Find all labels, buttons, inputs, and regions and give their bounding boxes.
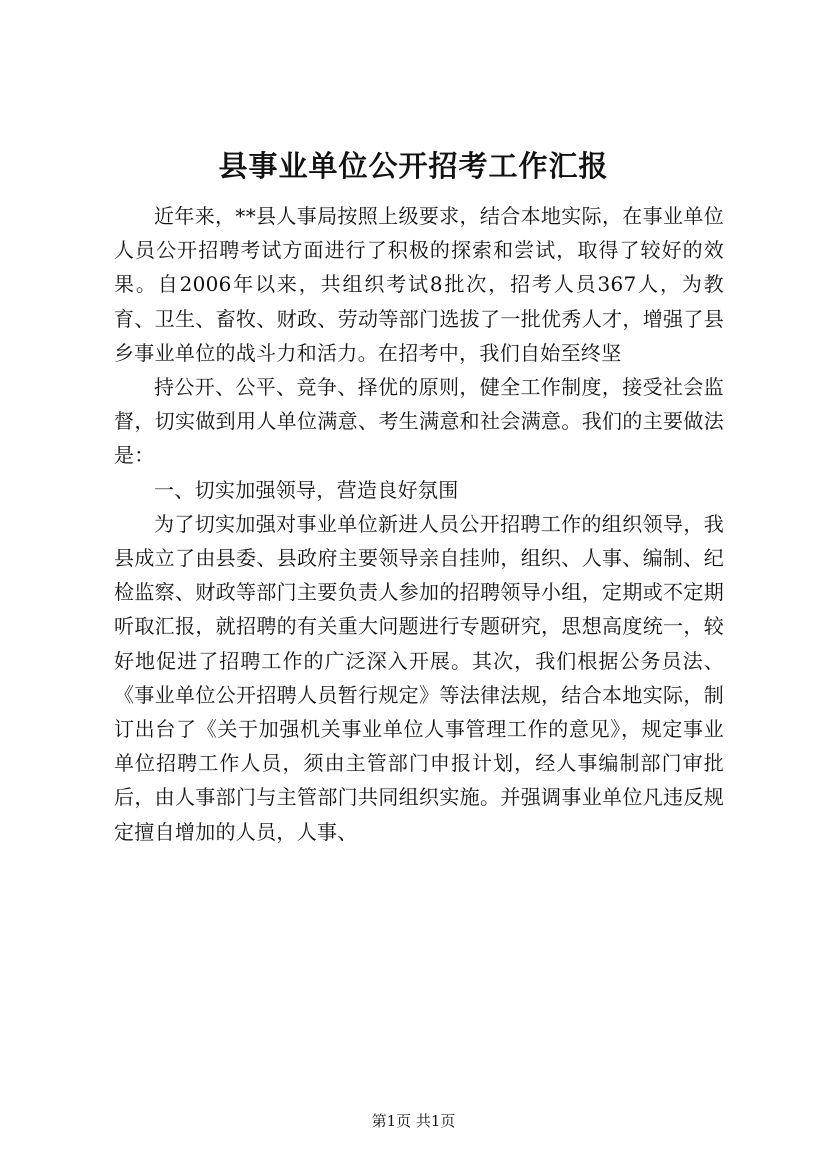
paragraph-intro: 近年来，**县人事局按照上级要求，结合本地实际，在事业单位人员公开招聘考试方面进行了积极的探索和尝试，取得了较好的效果。自2006年以来，共组织考试8批次，招考人员367人，为教育、卫生、畜牧、财政、劳动等部门选拔了一批优秀人才，增强了县乡事业单位的战斗力和活力。在招考中，我们自始至终坚 — [114, 204, 724, 365]
section-heading-1: 一、切实加强领导，营造良好氛围 — [154, 477, 459, 502]
page-number-footer: 第1页 共1页 — [371, 1112, 456, 1130]
document-title: 县事业单位公开招考工作汇报 — [218, 149, 609, 183]
paragraph-leadership: 为了切实加强对事业单位新进人员公开招聘工作的组织领导，我县成立了由县委、县政府主要领导亲自挂帅，组织、人事、编制、纪检监察、财政等部门主要负责人参加的招聘领导小组，定期或不定期听取汇报，就招聘的有关重大问题进行专题研究，思想高度统一，较好地促进了招聘工作的广泛深入开展。其次，我们根据公务员法、《事业单位公开招聘人员暂行规定》等法律法规，结合本地实际，制订出台了《关于加强机关事业单位人事管理工作的意见》，规定事业单位招聘工作人员，须由主管部门申报计划，经人事编制部门审批后，由人事部门与主管部门共同组织实施。并强调事业单位凡违反规定擅自增加的人员，人事、 — [114, 511, 724, 844]
paragraph-principles: 持公开、公平、竞争、择优的原则，健全工作制度，接受社会监督，切实做到用人单位满意、考生满意和社会满意。我们的主要做法是： — [114, 375, 724, 468]
document-body — [114, 199, 724, 849]
